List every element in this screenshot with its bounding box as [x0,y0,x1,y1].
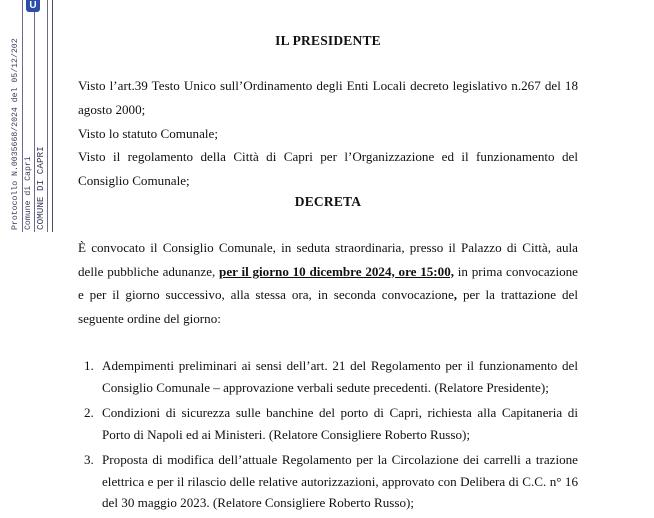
agenda-item-text: Proposta di modifica dell’attuale Regolamento per la Circolazione dei carrelli a trazione elettrica e per il rilascio delle relative autorizzazioni, approvato con Delibera di C.C. n° 16 del 30 maggio 2023. (Relatore Consigliere Roberto Russo); [102,452,578,510]
agenda-item [84,449,578,514]
convocation-text-2: in prima convocazione e per il giorno successivo, alla stessa ora, in seconda convocazione [78,263,578,302]
agenda-item-text: Adempimenti preliminari ai sensi dell’art. 21 del Regolamento per il funzionamento del Consiglio Comunale – approvazione verbali sedute precedenti. (Relatore Presidente); [102,358,578,395]
convocation-paragraph [78,236,578,330]
convocation-date: per il giorno 10 dicembre 2024, ore 15:00, [219,263,455,279]
convocation-comma: , [453,287,458,302]
document-heading: IL PRESIDENTE [275,33,381,48]
visto-paragraph: Visto lo statuto Comunale; [78,126,218,141]
agenda-item-number: 3. [84,452,94,467]
agenda-item-text: Condizioni di sicurezza sulle banchine del porto di Capri, richiesta alla Capitaneria di Porto di Napoli ed ai Ministeri. (Relatore Consigliere Roberto Russo); [102,405,578,442]
agenda-list [84,355,578,518]
stamp-text-block [10,0,52,232]
stamp-logo: U [26,0,40,12]
decreta-heading: DECRETA [294,194,362,209]
stamp-line-comune: COMUNE DI CAPRI [35,0,48,232]
visto-paragraph: Visto l’art.39 Testo Unico sull’Ordinamento degli Enti Locali decreto legislativo n.267 del 18 agosto 2000; [78,78,578,117]
protocol-stamp [10,0,52,232]
stamp-line-comune-sub: Comune di Capri [23,0,36,232]
visto-paragraph: Visto il regolamento della Città di Capri per l’Organizzazione ed il funzionamento del Consiglio Comunale; [78,149,578,188]
agenda-item-number: 2. [84,405,94,420]
convocation-text-3: per la trattazione del seguente ordine del giorno: [78,287,578,326]
stamp-line-protocol: Protocollo N.0035668/2024 del 05/12/202 [10,0,23,232]
agenda-item-number: 1. [84,358,94,373]
convocation-text-1: È convocato il Consiglio Comunale, in seduta straordinaria, presso il Palazzo di Città, aula delle pubbliche adunanze, [78,240,578,279]
agenda-item [84,355,578,398]
agenda-item [84,402,578,445]
